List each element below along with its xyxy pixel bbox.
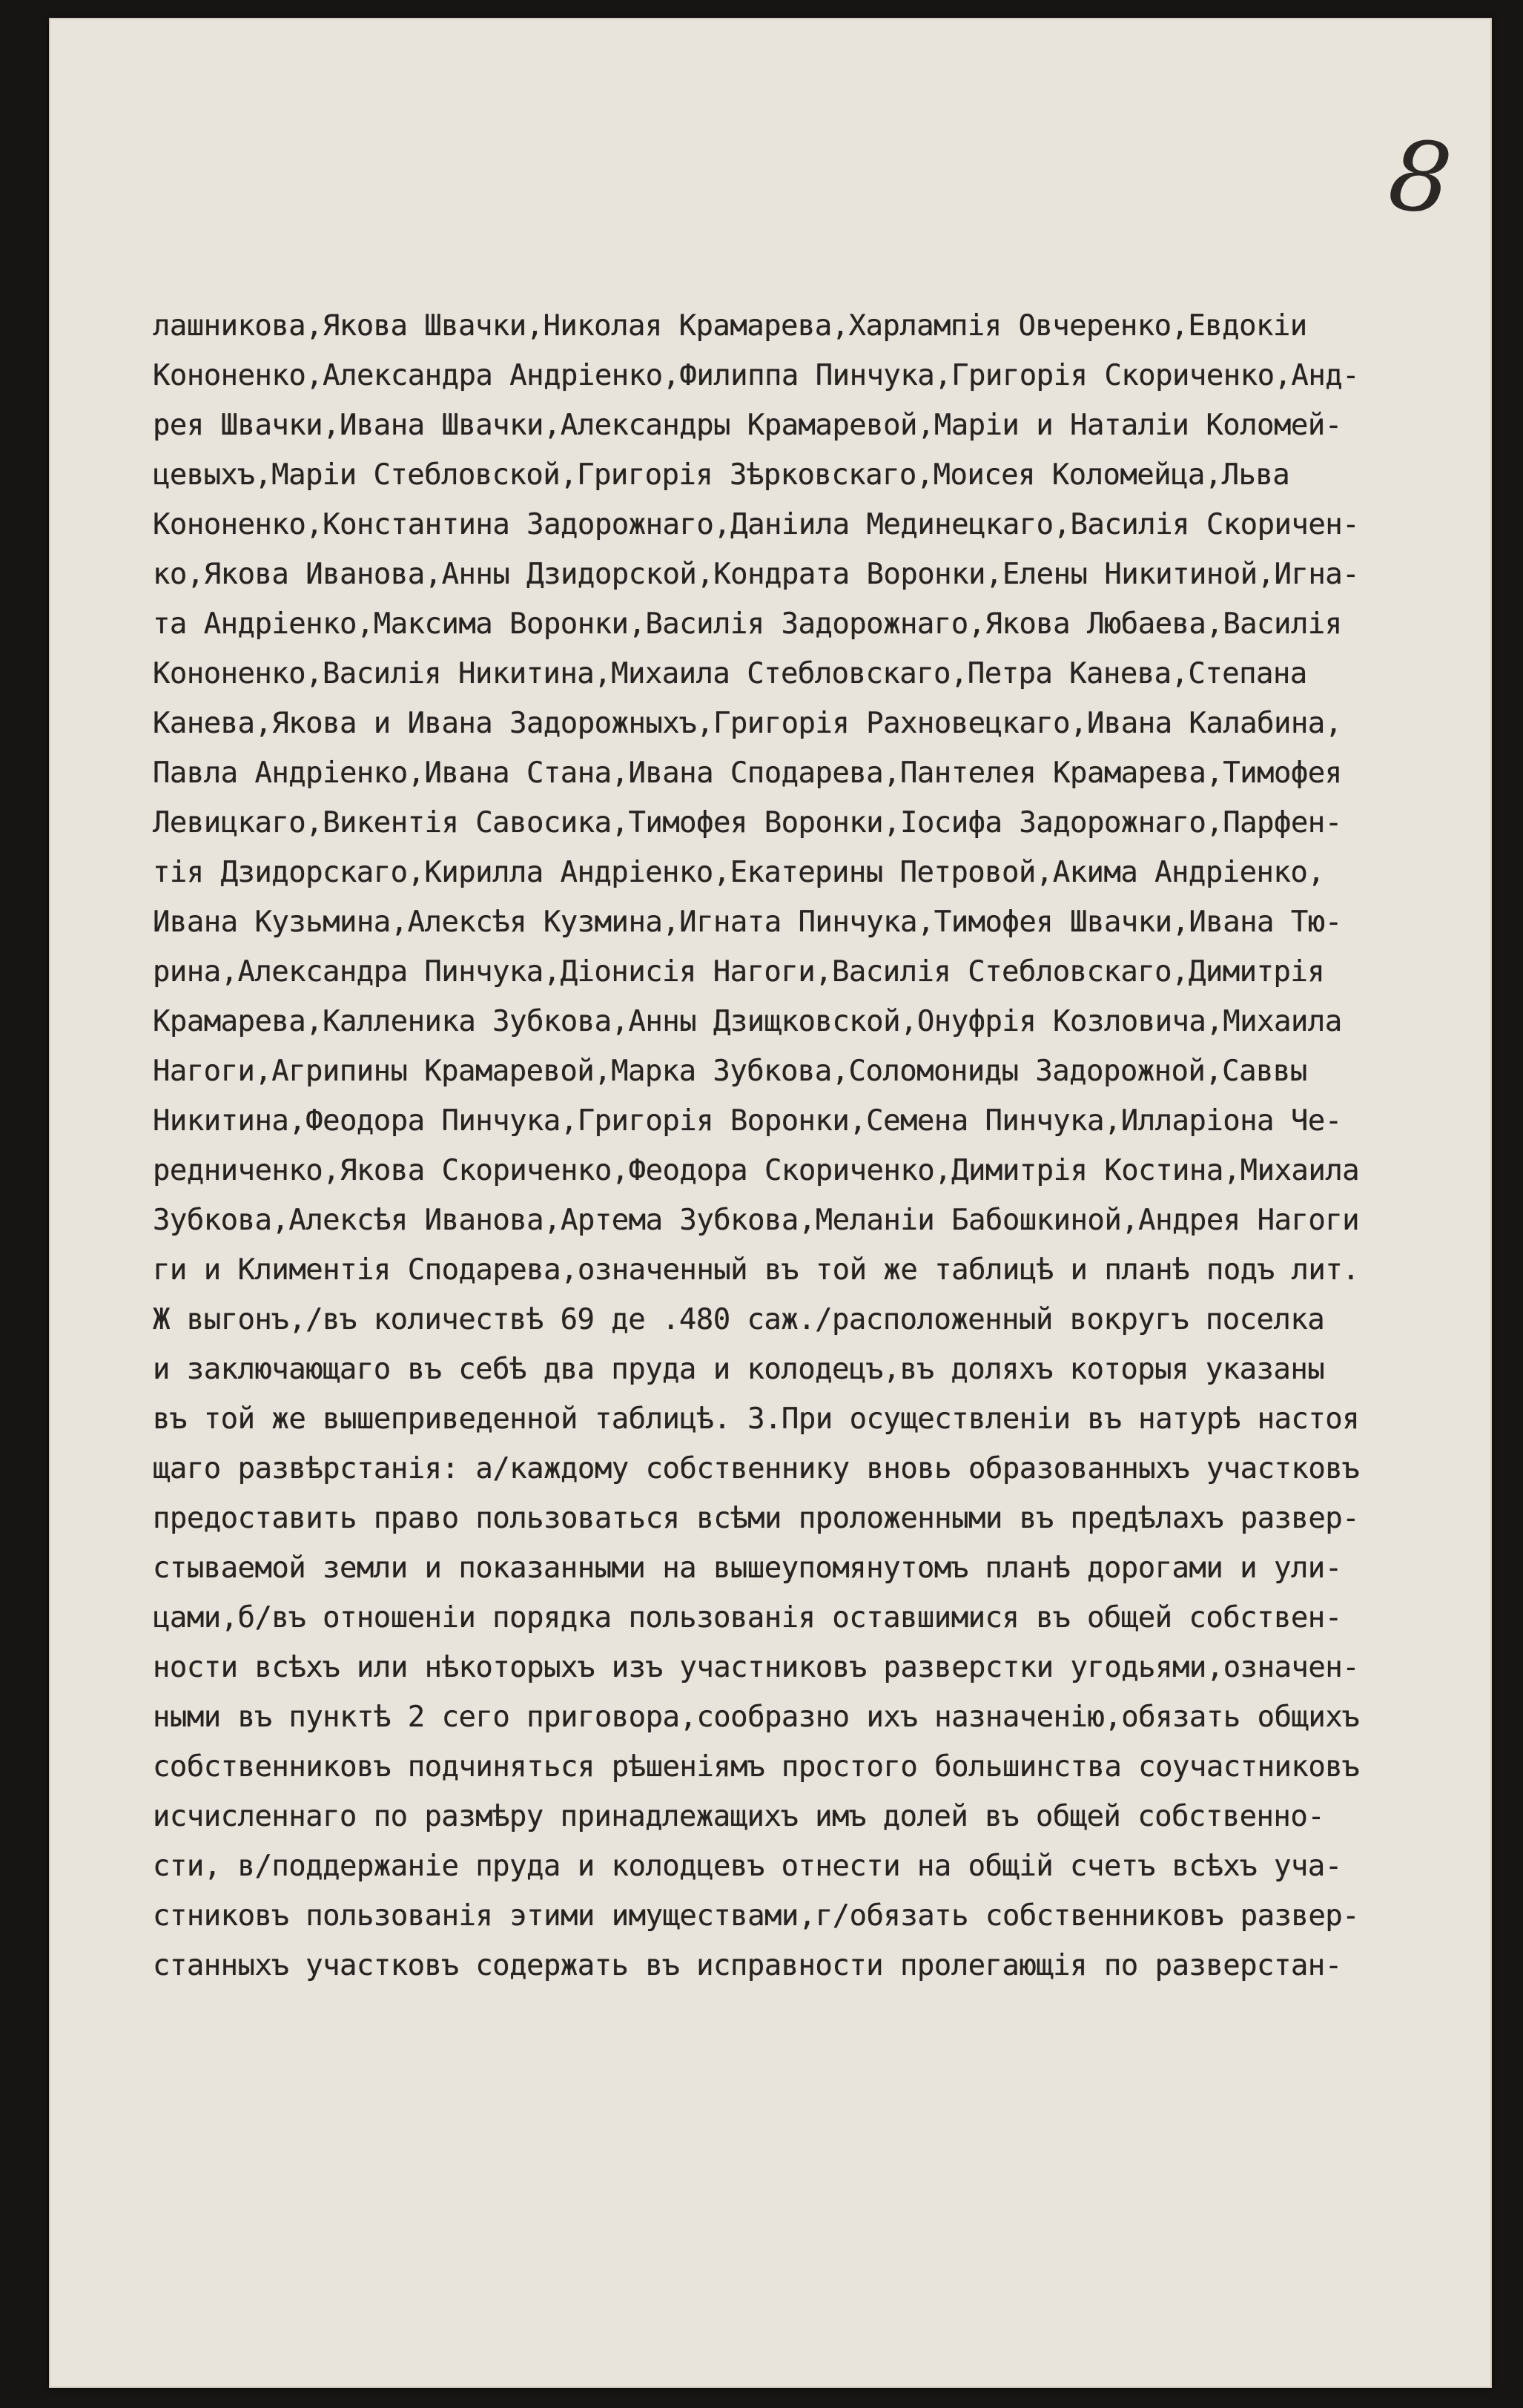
- text-line: редниченко,Якова Скориченко,Феодора Скориченко,Димитрія Костина,Михаила: [153, 1154, 1360, 1187]
- text-line: исчисленнаго по размѣру принадлежащихъ имъ долей въ общей собственно-: [153, 1800, 1325, 1833]
- text-line: предоставить право пользоваться всѣми проложенными въ предѣлахъ развер-: [153, 1502, 1360, 1535]
- typed-body-text: [153, 301, 1502, 1990]
- text-line: стниковъ пользованія этими имуществами,г/обязать собственниковъ развер-: [153, 1899, 1360, 1933]
- text-line: Ивана Кузьмина,Алексѣя Кузмина,Игната Пинчука,Тимофея Швачки,Ивана Тю-: [153, 906, 1342, 939]
- text-line: ными въ пунктѣ 2 сего приговора,сообразно ихъ назначенію,обязать общихъ: [153, 1701, 1360, 1734]
- text-line: та Андріенко,Максима Воронки,Василія Задорожнаго,Якова Любаева,Василія: [153, 607, 1342, 641]
- document-page: [49, 18, 1492, 2388]
- text-line: сти, в/поддержаніе пруда и колодцевъ отнести на общій счетъ всѣхъ уча-: [153, 1850, 1342, 1883]
- text-line: щаго развѣрстанія: а/каждому собственнику вновь образованныхъ участковъ: [153, 1452, 1360, 1485]
- text-line: Кононенко,Василія Никитина,Михаила Стебловскаго,Петра Канева,Степана: [153, 657, 1307, 690]
- text-line: Павла Андріенко,Ивана Стана,Ивана Сподарева,Пантелея Крамарева,Тимофея: [153, 756, 1342, 790]
- text-line: собственниковъ подчиняться рѣшеніямъ простого большинства соучастниковъ: [153, 1750, 1360, 1784]
- text-line: рина,Александра Пинчука,Діонисія Нагоги,Василія Стебловскаго,Димитрія: [153, 955, 1325, 989]
- text-line: Зубкова,Алексѣя Иванова,Артема Зубкова,Меланіи Бабошкиной,Андрея Нагоги: [153, 1204, 1360, 1237]
- text-line: тія Дзидорскаго,Кирилла Андріенко,Екатерины Петровой,Акима Андріенко,: [153, 856, 1325, 889]
- text-line: ности всѣхъ или нѣкоторыхъ изъ участниковъ разверстки угодьями,означен-: [153, 1651, 1360, 1684]
- text-line: станныхъ участковъ содержать въ исправности пролегающія по разверстан-: [153, 1949, 1342, 1982]
- text-line: Кононенко,Константина Задорожнаго,Даніила Мединецкаго,Василія Скоричен-: [153, 508, 1360, 541]
- text-line: въ той же вышеприведенной таблицѣ. 3.При осуществленіи въ натурѣ настоя: [153, 1402, 1360, 1436]
- page-number: 8: [1384, 118, 1457, 237]
- text-line: Канева,Якова и Ивана Задорожныхъ,Григорія Рахновецкаго,Ивана Калабина,: [153, 707, 1342, 740]
- text-line: Ж выгонъ,/въ количествѣ 69 де .480 саж./расположенный вокругъ поселка: [153, 1303, 1325, 1336]
- text-line: и заключающаго въ себѣ два пруда и колодецъ,въ доляхъ которыя указаны: [153, 1353, 1325, 1386]
- text-line: рея Швачки,Ивана Швачки,Александры Крамаревой,Маріи и Наталіи Коломей-: [153, 409, 1342, 442]
- text-line: цевыхъ,Маріи Стебловской,Григорія Зѣрковскаго,Моисея Коломейца,Льва: [153, 458, 1290, 492]
- text-line: стываемой земли и показанными на вышеупомянутомъ планѣ дорогами и ули-: [153, 1551, 1342, 1585]
- text-line: Нагоги,Агрипины Крамаревой,Марка Зубкова,Соломониды Задорожной,Саввы: [153, 1055, 1307, 1088]
- text-line: Кононенко,Александра Андріенко,Филиппа Пинчука,Григорія Скориченко,Анд-: [153, 359, 1360, 392]
- text-line: цами,б/въ отношеніи порядка пользованія оставшимися въ общей собствен-: [153, 1601, 1342, 1635]
- text-line: Крамарева,Калленика Зубкова,Анны Дзищковской,Онуфрія Козловича,Михаила: [153, 1005, 1342, 1038]
- text-line: ги и Климентія Сподарева,означенный въ той же таблицѣ и планѣ подъ лит.: [153, 1253, 1360, 1287]
- text-line: ко,Якова Иванова,Анны Дзидорской,Кондрата Воронки,Елены Никитиной,Игна-: [153, 558, 1360, 591]
- text-line: Левицкаго,Викентія Савосика,Тимофея Воронки,Іосифа Задорожнаго,Парфен-: [153, 806, 1342, 839]
- text-line: Никитина,Феодора Пинчука,Григорія Воронки,Семена Пинчука,Илларіона Че-: [153, 1104, 1342, 1138]
- text-line: лашникова,Якова Швачки,Николая Крамарева,Харлампія Овчеренко,Евдокіи: [153, 309, 1307, 343]
